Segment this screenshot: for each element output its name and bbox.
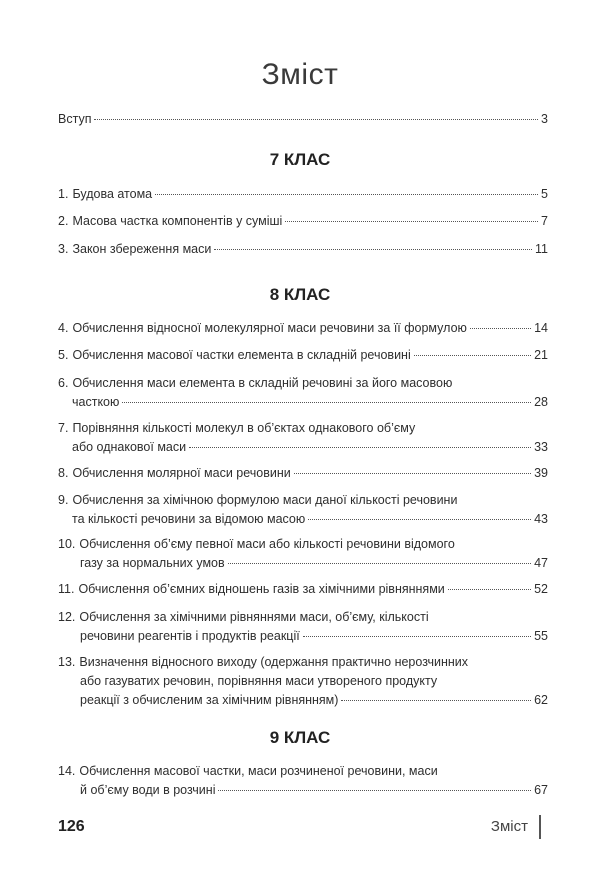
entry-label-cont: реакції з обчисленим за хімічним рівнянням): [80, 693, 339, 707]
entry-label: Обчислення за хімічними рівняннями маси, об’єму, кількості: [79, 610, 429, 624]
page-ref: 55: [534, 629, 548, 643]
toc-entry[interactable]: [58, 762, 548, 800]
page-ref: 67: [534, 783, 548, 797]
toc-entry[interactable]: [58, 653, 548, 710]
page-ref: 7: [541, 214, 548, 228]
page-ref: 43: [534, 512, 548, 526]
entry-label: Обчислення маси елемента в складній речовині за його масовою: [72, 376, 453, 390]
toc-entry[interactable]: [58, 580, 548, 599]
page-ref: 14: [534, 321, 548, 335]
entry-label: Закон збереження маси: [72, 242, 212, 256]
section-heading-grade-7: 7 КЛАС: [269, 150, 331, 169]
page-ref: 39: [534, 466, 548, 480]
leader-dots: [122, 402, 531, 403]
entry-number: 7.: [58, 421, 69, 435]
toc-entry[interactable]: [58, 240, 548, 259]
leader-dots: [94, 119, 538, 120]
page-ref: 28: [534, 395, 548, 409]
leader-dots: [294, 473, 531, 474]
entry-label: Обчислення масової частки, маси розчиненої речовини, маси: [79, 764, 438, 778]
entry-label: Обчислення об’єму певної маси або кількості речовини відомого: [79, 537, 455, 551]
leader-dots: [285, 221, 538, 222]
section-heading-grade-8: 8 КЛАС: [269, 285, 331, 304]
entry-number: 11.: [58, 582, 75, 596]
entry-label: Обчислення відносної молекулярної маси речовини за її формулою: [72, 321, 467, 335]
leader-dots: [189, 447, 531, 448]
toc-entry[interactable]: [58, 346, 548, 365]
entry-number: 5.: [58, 348, 69, 362]
toc-entry[interactable]: [58, 185, 548, 204]
page-ref: 11: [535, 242, 548, 256]
entry-number: 9.: [58, 493, 69, 507]
toc-entry[interactable]: [58, 319, 548, 338]
section-heading-grade-9: 9 КЛАС: [269, 728, 331, 747]
toc-entry[interactable]: [58, 535, 548, 573]
toc-entry[interactable]: [58, 608, 548, 646]
entry-number: 8.: [58, 466, 69, 480]
entry-label: Вступ: [58, 112, 92, 126]
toc-entry[interactable]: [58, 374, 548, 412]
entry-label: Будова атома: [72, 187, 153, 201]
entry-label-cont: речовини реагентів і продуктів реакції: [80, 629, 300, 643]
leader-dots: [448, 589, 531, 590]
entry-number: 3.: [58, 242, 69, 256]
leader-dots: [155, 194, 538, 195]
leader-dots: [414, 355, 531, 356]
leader-dots: [218, 790, 531, 791]
entry-label: Масова частка компонентів у суміші: [72, 214, 283, 228]
page-title: Зміст: [261, 58, 339, 91]
entry-label: Обчислення за хімічною формулою маси даної кількості речовини: [72, 493, 458, 507]
entry-label-cont: газу за нормальних умов: [80, 556, 225, 570]
entry-label: Обчислення об’ємних відношень газів за хімічними рівняннями: [78, 582, 445, 596]
entry-label: Визначення відносного виходу (одержання практично нерозчинних: [79, 655, 469, 669]
toc-entry[interactable]: [58, 491, 548, 529]
page-ref: 3: [541, 112, 548, 126]
page-number: 126: [58, 818, 85, 835]
leader-dots: [303, 636, 531, 637]
entry-number: 14.: [58, 764, 76, 778]
entry-number: 2.: [58, 214, 69, 228]
page-ref: 47: [534, 556, 548, 570]
entry-number: 4.: [58, 321, 69, 335]
toc-entry[interactable]: [58, 464, 548, 483]
entry-number: 13.: [58, 655, 76, 669]
entry-number: 12.: [58, 610, 76, 624]
entry-label-cont: часткою: [72, 395, 120, 409]
leader-dots: [214, 249, 532, 250]
entry-label: Обчислення масової частки елемента в складній речовині: [72, 348, 411, 362]
leader-dots: [228, 563, 531, 564]
page-ref: 33: [534, 440, 548, 454]
entry-label-cont: або однакової маси: [72, 440, 187, 454]
entry-label: Обчислення молярної маси речовини: [72, 466, 291, 480]
running-title: Зміст: [490, 818, 528, 835]
entry-label-cont: або газуватих речовин, порівняння маси утвореного продукту: [80, 674, 438, 688]
page-ref: 5: [541, 187, 548, 201]
page-ref: 62: [534, 693, 548, 707]
toc-entry-intro[interactable]: [58, 110, 548, 129]
entry-number: 10.: [58, 537, 76, 551]
toc-entry[interactable]: [58, 212, 548, 231]
entry-label-cont: й об’єму води в розчині: [80, 783, 216, 797]
entry-label: Порівняння кількості молекул в об’єктах однакового об’єму: [72, 421, 416, 435]
toc-entry[interactable]: [58, 419, 548, 457]
entry-number: 6.: [58, 376, 69, 390]
entry-number: 1.: [58, 187, 69, 201]
leader-dots: [341, 700, 531, 701]
page-ref: 21: [534, 348, 548, 362]
footer-divider: [539, 815, 541, 839]
page-ref: 52: [534, 582, 548, 596]
leader-dots: [470, 328, 531, 329]
leader-dots: [308, 519, 531, 520]
entry-label-cont: та кількості речовини за відомою масою: [72, 512, 306, 526]
